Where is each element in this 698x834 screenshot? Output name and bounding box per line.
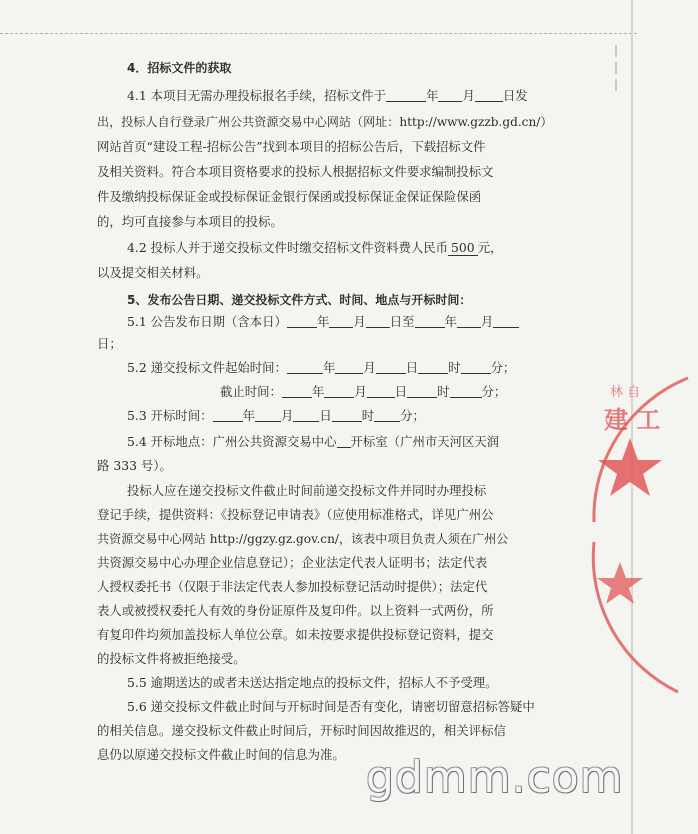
- section-4-2-line-1: 4.2 投标人并于递交投标文件时缴交招标文件资料费人民币 500 元，: [127, 240, 503, 255]
- seal-ring-upper: [594, 378, 688, 522]
- section-4-1-line-4: 及相关资料。符合本项目资格要求的投标人根据招标文件要求编制投标文: [97, 164, 494, 179]
- seal-text-top: 林 自: [610, 385, 641, 400]
- registration-line-3: 共资源交易中心网站 http://ggzy.gz.gov.cn/，该表中项目负责人须在广州公: [97, 532, 509, 546]
- section-5-2-deadline: 截止时间： 年 月 日 时 分；: [220, 384, 507, 399]
- registration-line-7: 有复印件均须加盖投标人单位公章。如未按要求提供投标登记资料，提交: [97, 627, 494, 642]
- section-4-1-line-1: 4.1 本项目无需办理投标报名手续，招标文件于 年 月 日发: [127, 88, 528, 103]
- registration-line-5: 人授权委托书（仅限于非法定代表人参加投标登记活动时提供）；法定代: [97, 579, 488, 594]
- section-4-1-line-3: 网站首页“建设工程-招标公告”找到本项目的招标公告后，下载招标文件: [97, 139, 486, 154]
- registration-line-8: 的投标文件将被拒绝接受。: [97, 651, 246, 666]
- section-4-1-line-2: 出，投标人自行登录广州公共资源交易中心网站（网址：http://www.gzzb.gd.cn/）: [97, 115, 553, 129]
- seal-ring-lower: [593, 542, 678, 692]
- registration-line-2: 登记手续，提供资料：《投标登记申请表》（应使用标准格式，详见广州公: [97, 507, 494, 522]
- section-4-title: 4．招标文件的获取: [127, 61, 232, 75]
- section-5-6-line-1: 5.6 递交投标文件截止时间与开标时间是否有变化，请密切留意招标答疑中: [127, 699, 535, 714]
- seal-star-icon: [598, 438, 662, 496]
- registration-line-4: 共资源交易中心办理企业信息登记）；企业法定代表人证明书；法定代表: [97, 555, 488, 570]
- section-5-1-line-2: 日；: [97, 336, 122, 351]
- section-5-4-line-2: 路 333 号）。: [97, 458, 172, 473]
- section-4-1-line-6: 的，均可直接参与本项目的投标。: [97, 214, 283, 229]
- top-dashed-rule: [0, 33, 637, 34]
- section-5-3: 5.3 开标时间： 年 月 日 时 分；: [127, 408, 425, 423]
- official-seal: [588, 372, 698, 702]
- section-5-title: 5、发布公告日期、递交投标文件方式、时间、地点与开标时间：: [127, 293, 472, 307]
- section-5-2-start: 5.2 递交投标文件起始时间： 年 月 日 时 分；: [127, 360, 516, 375]
- registration-line-1: 投标人应在递交投标文件截止时间前递交投标文件并同时办理投标: [127, 483, 487, 498]
- section-5-6-line-2: 的相关信息。递交投标文件截止时间后，开标时间因故推迟的，相关评标信: [97, 723, 506, 738]
- section-4-2-line-2: 以及提交相关材料。: [97, 265, 209, 280]
- seal-star-icon-lower: [597, 562, 643, 604]
- section-5-6-line-3: 息仍以原递交投标文件截止时间的信息为准。: [97, 747, 345, 762]
- registration-line-6: 表人或被授权委托人有效的身份证原件及复印件。以上资料一式两份，所: [97, 603, 494, 618]
- section-5-1-line-1: 5.1 公告发布日期（含本日） 年 月 日至 年 月: [127, 314, 519, 330]
- seal-text-mid: 建 工: [604, 406, 661, 434]
- margin-marks: [615, 40, 631, 96]
- section-4-1-line-5: 件及缴纳投标保证金或投标保证金银行保函或投标保证金保证保险保函: [97, 189, 482, 204]
- site-watermark: gdmm.com: [366, 752, 624, 803]
- section-5-4-line-1: 5.4 开标地点：广州公共资源交易中心 开标室（广州市天河区天润: [127, 434, 500, 449]
- section-5-5: 5.5 逾期送达的或者未送达指定地点的投标文件，招标人不予受理。: [127, 675, 498, 690]
